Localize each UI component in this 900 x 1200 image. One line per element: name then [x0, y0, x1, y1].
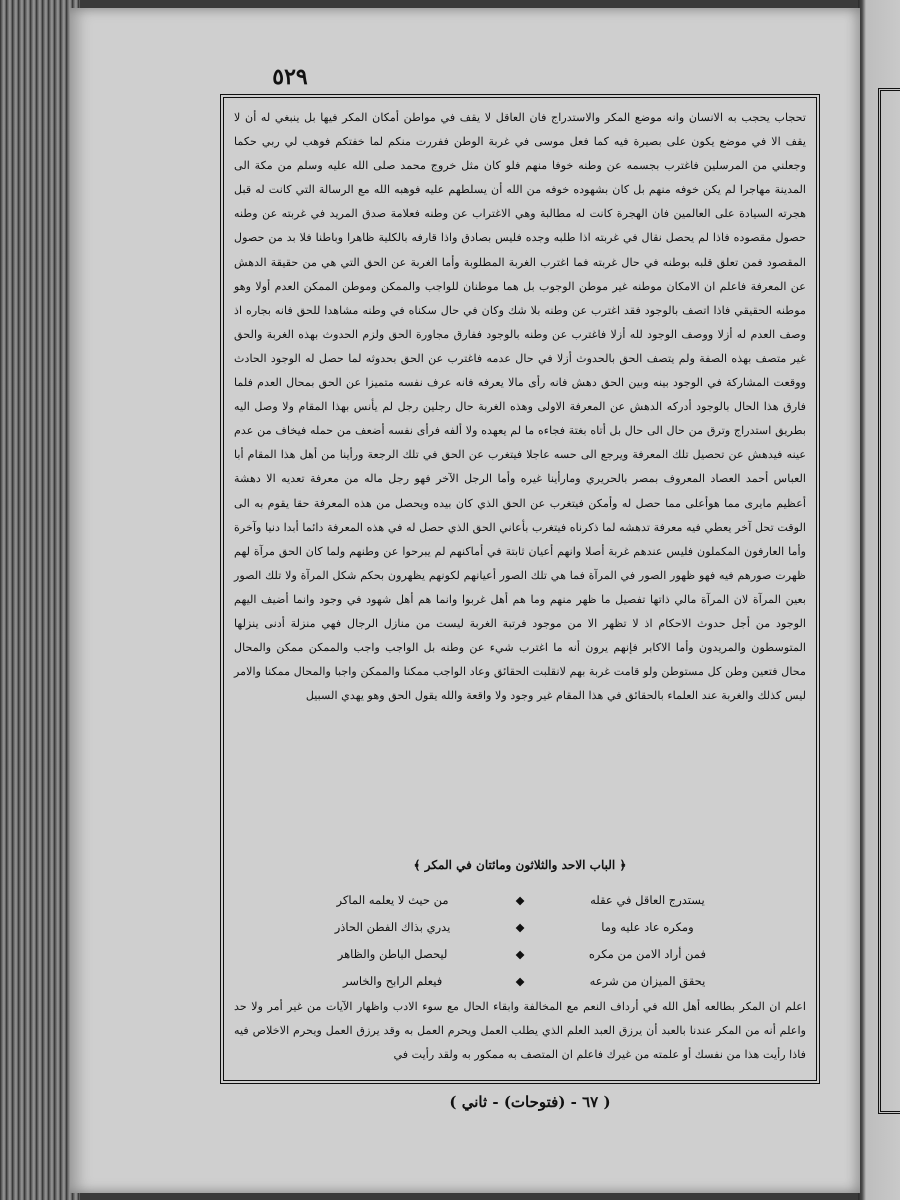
verse-row — [284, 886, 756, 913]
verse-first-hemistich: ومكره عاد عليه وما — [601, 919, 694, 934]
body-paragraph: تحجاب يحجب به الانسان وانه موضع المكر والاستدراج فان العاقل لا يقف في مواطن أمكان المكر فيها بل ينبغي له أن لا يقف الا في موضع يكون على بصيرة فيه كما فعل موسى في غربة الوطن ففررت منكم لما خفتكم فوهب لي ربي حكما وجعلني من المرسلين فاغترب بجسمه عن وطنه خوفا منهم فلو كان مثل خروج محمد صلى الله عليه وسلم من مكة الى المدينة مهاجرا لم يكن خوفه منهم بل كان بشهوده خوفه من الله أن يسلطهم عليه فوهبه الله مع الرسالة التي كانت له قبل هجرته السيادة على العالمين فان الهجرة كانت له مطالبة وهي الاغتراب عن وطنه فعلامة صدق المريد في غربته عن وطنه حصول مقصوده فاذا لم يحصل نقال في غربته اذا طلبه وجده فليس بصادق واذا قارفه بالكلية ظاهرا وباطنا فلا بد من حصول المقصود فمن تعلق قلبه بوطنه في حال غربته فما اغترب الغربة المطلوبة وأما الغربة عن الحق التي هي من حقيقة الدهش عن المعرفة فاعلم ان الامكان موطنه غير موطن الوجوب بل هما موطنان للواجب والممكن وموطن الممكن العدم أولا وهو موطنه الحقيقي فاذا اتصف بالوجود فقد اغترب عن وطنه بلا شك وكان في حال سكناه في وطنه مشاهدا للحق فانه بجاره اذ وصف العدم له أزلا ووصف الوجود لله أزلا فاغترب عن وطنه بالوجود ففارق مجاورة الحق ولزم الحدوث بهذه الغربة والحق غير متصف بهذه الصفة ولم يتصف الحق بالحدوث أزلا في حال عدمه فاغترب عن الحق بحدوثه لما حصل له الوجود الحادث ووقعت المشاركة في الوجود بينه وبين الحق دهش فانه رأى مالا يعرفه فانه عرف نفسه متميزا عن الحق بمحال العدم فلما فارق هذا الحال بالوجود أدركه الدهش عن المعرفة الاولى وهذه الغربة حال رجلين رجل لم يأنس بهذا المقام ولا وصل اليه بطريق استدراج وترق من حال الى حال بل أتاه بغتة فجاءه ما لم يعهده ولا ألفه فرأى نفسه أضعف من حمله فيخاف من عدم عينه فيدهش عن تحصيل تلك المعرفة ويرجع الى حسه عاجلا فيتغرب عن الحق في تلك الرجعة ورأينا من أهل هذا المقام أبا العباس أحمد العصاد المعروف بمصر بالحريري ومارأينا غيره وأما الرجل الآخر فهو رجل ماله من معرفة تعديه الا دهشة أعظيم مايرى مما هوأعلى مما حصل له وأمكن فيتغرب عن الحق الذي كان بيده ويحصل من هذه المعرفة حقا يقوم به الى الوقت تحل آخر يعطي فيه معرفة تدهشه لما ذكرناه فيتغرب بأعاني الحق الذي حصل له في هذه المعرفة دائما أبدا دنيا وآخرة وأما العارفون المكملون فليس عندهم غربة أصلا وانهم أعيان ثابتة في أماكنهم لم يبرحوا عن وطنهم ولما كان الحق مرآة لهم ظهرت صورهم فيه فهو ظهور الصور في المرآة فما هي تلك الصور أعيانهم لكونهم يظهرون بحكم شكل المرآة ولا تلك الصور بعين المرآة لان المرآة مالي ذاتها تفصيل ما ظهر منهم وما هم أهل غربوا وانما هم أهل شهود في وجود وانما أضيف اليهم الوجود من أجل حدوث الاحكام اذ لا تظهر الا من موجود فرتبة الغربة ليست من منازل الرجال فهي منزلة أدنى ينزلها المتوسطون والمريدون وأما الاكابر فإنهم يرون أنه ما اغترب شيء عن وطنه بل الواجب واجب والممكن ممكن والمحال محال فتعين وطن كل مستوطن ولو قامت غربة بهم لانقلبت الحقائق وعاد الواجب ممكنا والممكن واجبا والمحال ممكنا والامر ليس كذلك والغربة عند العلماء بالحقائق في هذا المقام غير وجود ولا واقعة والله يقول الحق وهو يهدي السبيل — [234, 111, 806, 703]
verse-separator-icon: ◆ — [515, 973, 525, 988]
page-number: ٥٢٩ — [272, 64, 308, 90]
facing-page-frame — [878, 88, 900, 1114]
closing-paragraph: اعلم ان المكر بطالعه أهل الله في أرداف النعم مع المخالفة وابقاء الحال مع سوء الادب واظهار الآيات من غير أمر ولا حد واعلم أنه من المكر عندنا بالعبد أن يرزق العبد العلم الذي يطلب العمل ويحرم العمل به وقد يرزق العمل ويحرم الاخلاص فيه فاذا رأيت هذا من نفسك أو علمته من غيرك فاعلم ان المتصف به ممكور به ولقد رأيت في — [234, 1000, 806, 1061]
verse-separator-icon: ◆ — [515, 946, 525, 961]
verse-first-hemistich: يستدرج العاقل في عقله — [590, 892, 705, 907]
text-frame — [220, 94, 820, 1084]
verse-first-hemistich: يحقق الميزان من شرعه — [589, 973, 706, 988]
verse-first-hemistich: فمن أراد الامن من مكره — [588, 946, 706, 961]
verse-row — [284, 967, 756, 994]
verse-second-hemistich: ليحصل الباطن والظاهر — [337, 946, 448, 961]
verse-row — [284, 913, 756, 940]
verse-second-hemistich: فيعلم الرابح والخاسر — [342, 973, 443, 988]
verse-separator-icon: ◆ — [515, 892, 525, 907]
book-page-stack-left — [0, 0, 80, 1200]
verse-separator-icon: ◆ — [515, 919, 525, 934]
footer-signature: ( ٦٧ - (فتوحات) - ثاني ) — [449, 1093, 611, 1111]
chapter-heading: ﴿ الباب الاحد والثلاثون ومائتان في المكر ﴾ — [413, 858, 627, 872]
verse-second-hemistich: من حيث لا يعلمه الماكر — [336, 892, 449, 907]
verse-row — [284, 940, 756, 967]
verse-second-hemistich: يدري بذاك الفطن الحاذر — [334, 919, 451, 934]
body-text-block — [234, 106, 806, 708]
poem — [284, 886, 756, 994]
